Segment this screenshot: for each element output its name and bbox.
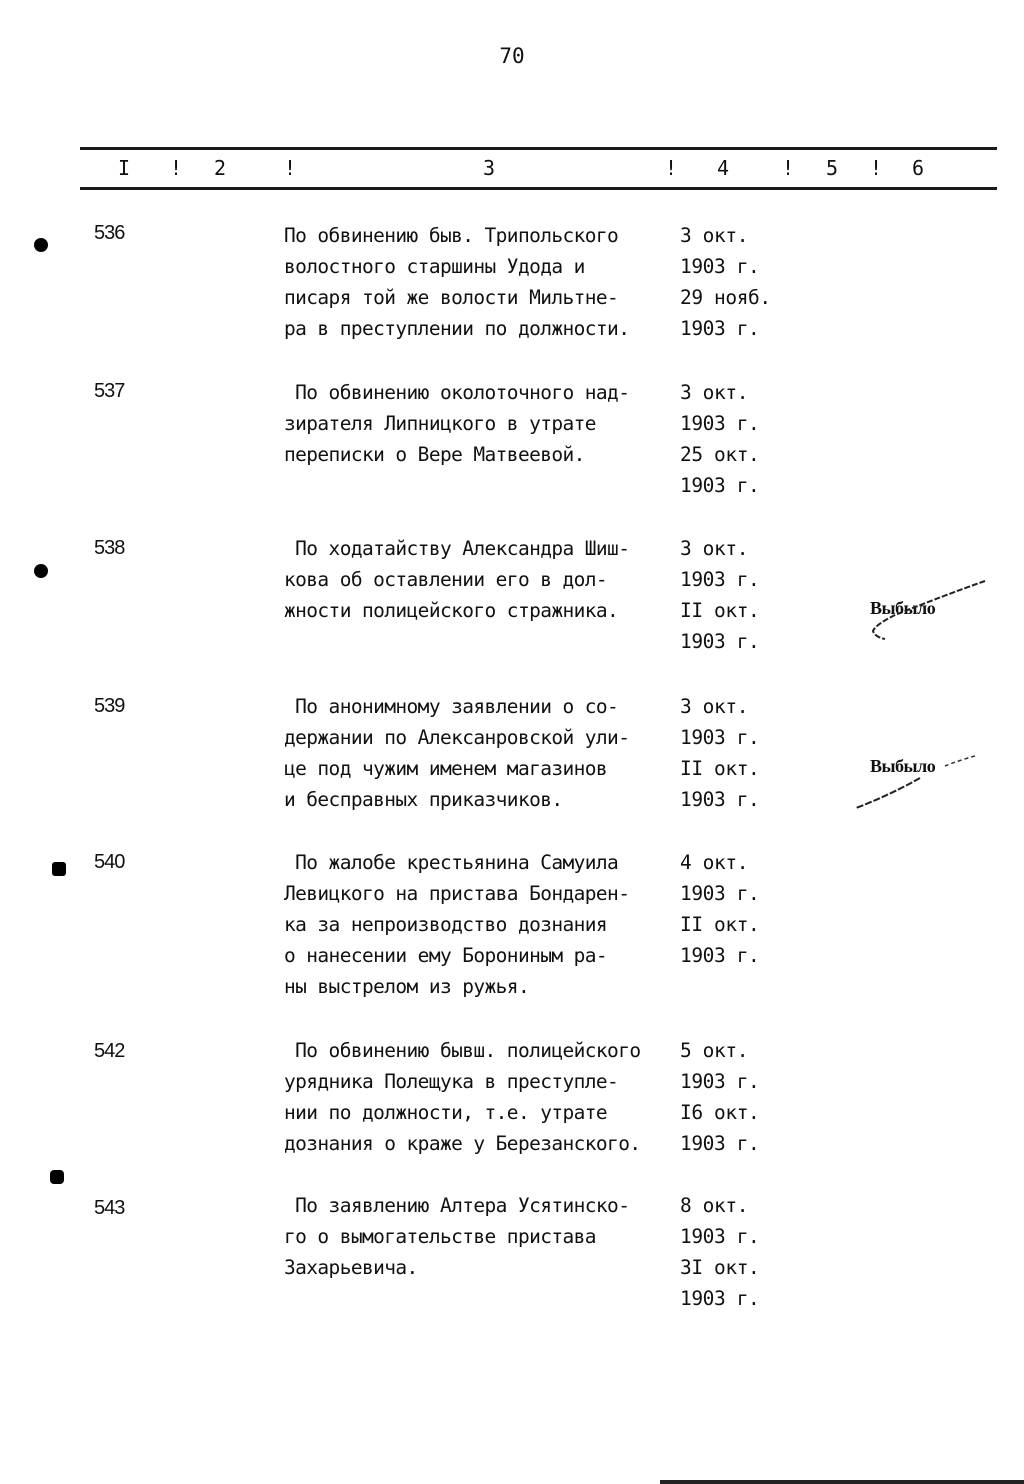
entry-start-date: 3 окт.	[680, 537, 749, 560]
entry-description-line: дознания о краже у Березанского.	[284, 1132, 641, 1155]
entry-description-line: нии по должности, т.е. утрате	[284, 1101, 608, 1124]
entry-description-line: По ходатайству Александра Шиш-	[284, 537, 630, 560]
entry-description-line: це под чужим именем магазинов	[284, 757, 608, 780]
header-sep: !	[170, 156, 183, 180]
entry-description-line: писаря той же волости Мильтне-	[284, 286, 619, 309]
page-number: 70	[499, 44, 525, 68]
entry-end-date: II окт.	[680, 757, 760, 780]
entry-description-line: По заявлению Алтера Усятинско-	[284, 1194, 630, 1217]
entry-description-line: Захарьевича.	[284, 1256, 418, 1279]
header-sep: !	[870, 156, 883, 180]
punch-hole-mark	[34, 238, 48, 252]
header-col-3: 3	[483, 156, 496, 180]
entry-description-line: и бесправных приказчиков.	[284, 788, 563, 811]
scan-bottom-edge	[660, 1480, 1024, 1484]
entry-description-line: переписки о Вере Матвеевой.	[284, 443, 585, 466]
header-col-4: 4	[717, 156, 730, 180]
entry-number: 540	[94, 851, 125, 873]
entry-start-date: 3 окт.	[680, 224, 749, 247]
entry-number: 537	[94, 380, 125, 402]
entry-end-year: 1903 г.	[680, 630, 760, 653]
entry-description-line: го о вымогательстве пристава	[284, 1225, 596, 1248]
entry-end-year: 1903 г.	[680, 1132, 760, 1155]
header-top-rule	[80, 147, 997, 150]
entry-description-line: Левицкого на пристава Бондарен-	[284, 882, 630, 905]
header-sep: !	[665, 156, 678, 180]
entry-description-line: о нанесении ему Борониным ра-	[284, 944, 608, 967]
entry-end-date: II окт.	[680, 599, 760, 622]
header-col-5: 5	[826, 156, 839, 180]
header-bottom-rule	[80, 187, 997, 190]
entry-description-line: ка за непроизводство дознания	[284, 913, 608, 936]
entry-number: 543	[94, 1197, 125, 1219]
entry-start-date: 8 окт.	[680, 1194, 749, 1217]
entry-description-line: ра в преступлении по должности.	[284, 317, 630, 340]
entry-number: 539	[94, 695, 125, 717]
entry-start-year: 1903 г.	[680, 412, 760, 435]
entry-end-date: I6 окт.	[680, 1101, 760, 1124]
entry-end-date: 29 нояб.	[680, 286, 771, 309]
entry-start-year: 1903 г.	[680, 1070, 760, 1093]
retired-note: Выбыло	[870, 756, 936, 776]
entry-description-line: По обвинению быв. Трипольского	[284, 224, 619, 247]
entry-start-year: 1903 г.	[680, 1225, 760, 1248]
header-col-1: I	[118, 156, 131, 180]
entry-start-date: 3 окт.	[680, 381, 749, 404]
entry-end-year: 1903 г.	[680, 317, 760, 340]
entry-end-year: 1903 г.	[680, 474, 760, 497]
entry-description-line: зирателя Липницкого в утрате	[284, 412, 596, 435]
entry-end-date: II окт.	[680, 913, 760, 936]
entry-description-line: ны выстрелом из ружья.	[284, 975, 530, 998]
entry-start-date: 4 окт.	[680, 851, 749, 874]
retired-note: Выбыло	[870, 598, 936, 618]
entry-description-line: кова об оставлении его в дол-	[284, 568, 608, 591]
entry-description-line: волостного старшины Удода и	[284, 255, 585, 278]
entry-description-line: держании по Алексанровской ули-	[284, 726, 630, 749]
entry-end-date: 25 окт.	[680, 443, 760, 466]
entry-description-line: По анонимному заявлении о со-	[284, 695, 619, 718]
entry-start-year: 1903 г.	[680, 255, 760, 278]
entry-description-line: По жалобе крестьянина Самуила	[284, 851, 619, 874]
handwritten-strike-mark	[850, 750, 985, 815]
entry-number: 538	[94, 537, 125, 559]
entry-start-year: 1903 г.	[680, 726, 760, 749]
handwritten-strike-mark	[855, 575, 990, 645]
entry-number: 536	[94, 222, 125, 244]
entry-description-line: По обвинению околоточного над-	[284, 381, 630, 404]
punch-hole-mark	[52, 862, 66, 876]
entry-start-date: 5 окт.	[680, 1039, 749, 1062]
entry-description-line: жности полицейского стражника.	[284, 599, 619, 622]
header-col-2: 2	[214, 156, 227, 180]
header-sep: !	[782, 156, 795, 180]
header-col-6: 6	[912, 156, 925, 180]
entry-end-date: 3I окт.	[680, 1256, 760, 1279]
entry-start-year: 1903 г.	[680, 882, 760, 905]
entry-end-year: 1903 г.	[680, 788, 760, 811]
punch-hole-mark	[34, 564, 48, 578]
entry-start-date: 3 окт.	[680, 695, 749, 718]
entry-end-year: 1903 г.	[680, 1287, 760, 1310]
header-sep: !	[284, 156, 297, 180]
entry-start-year: 1903 г.	[680, 568, 760, 591]
entry-description-line: По обвинению бывш. полицейского	[284, 1039, 641, 1062]
entry-end-year: 1903 г.	[680, 944, 760, 967]
punch-hole-mark	[50, 1170, 64, 1184]
entry-number: 542	[94, 1040, 125, 1062]
entry-description-line: урядника Полещука в преступле-	[284, 1070, 619, 1093]
